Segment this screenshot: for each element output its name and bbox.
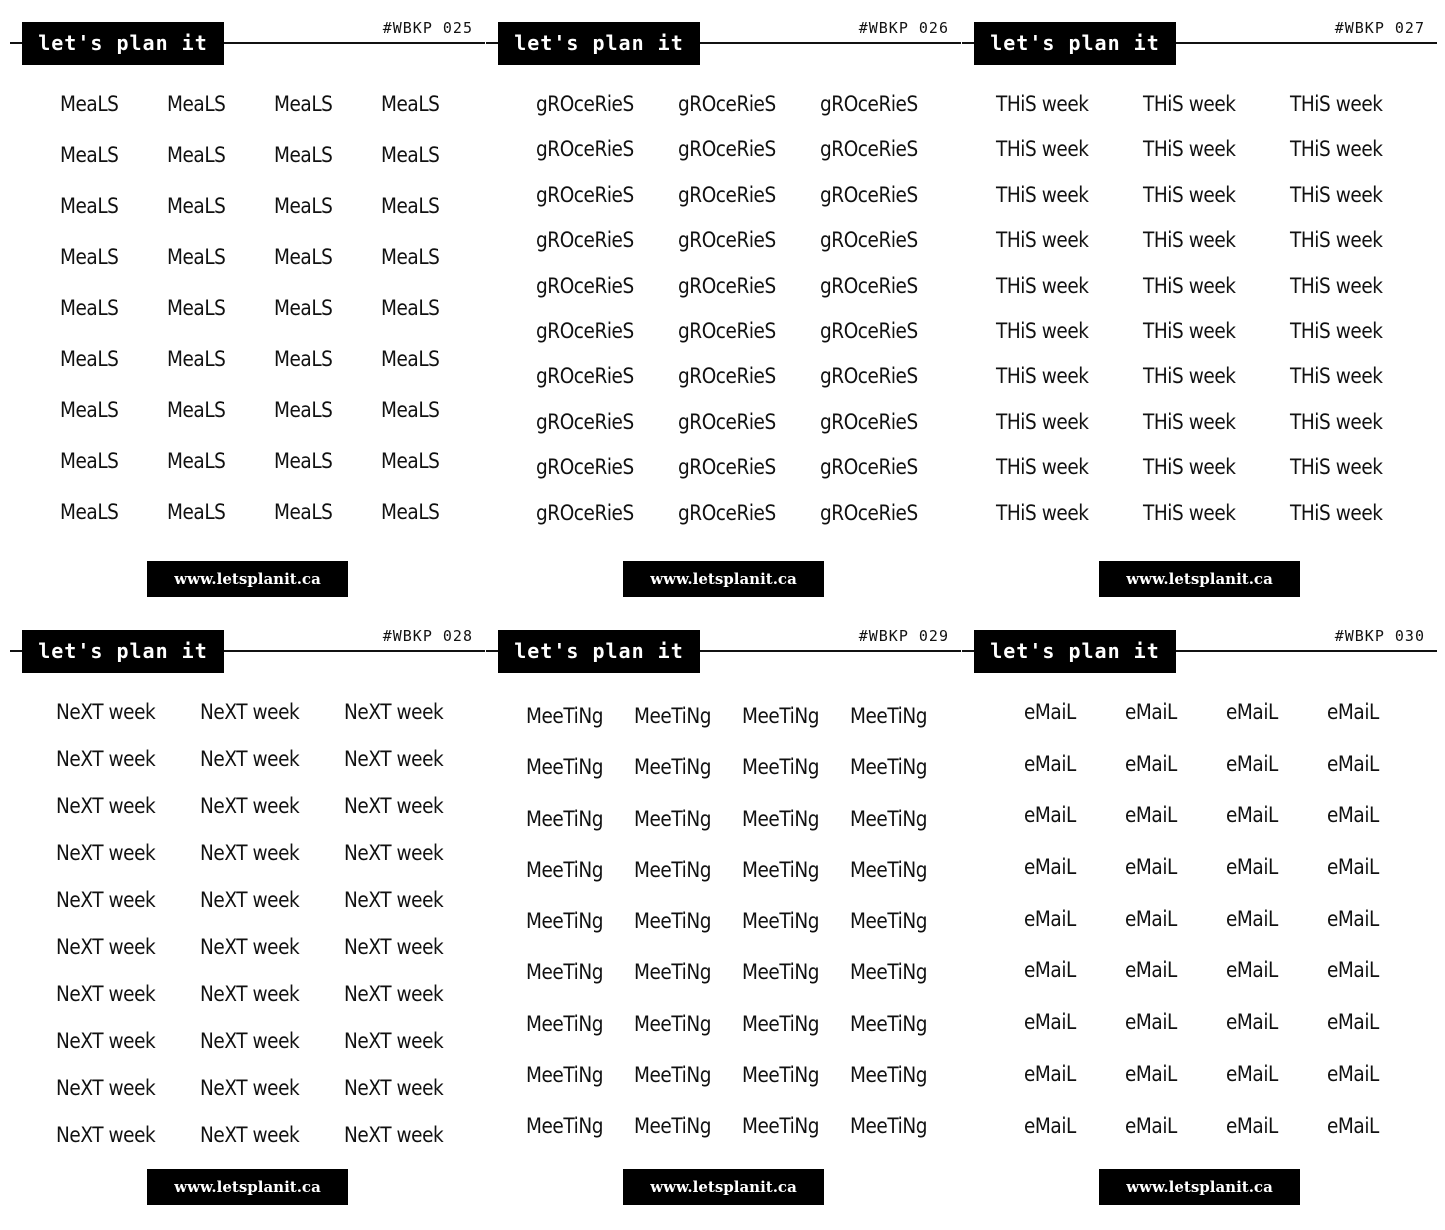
- sticker-word: MeaLS: [381, 92, 440, 116]
- sticker-word: MeeTiNg: [634, 755, 712, 780]
- sticker-word: MeeTiNg: [850, 909, 928, 934]
- sticker-word: NeXT week: [200, 888, 300, 912]
- sticker-sheet-030: [962, 608, 1437, 1208]
- sticker-word: MeeTiNg: [526, 960, 604, 985]
- sticker-word: gROceRieS: [820, 318, 918, 343]
- sticker-word: NeXT week: [344, 888, 444, 912]
- sticker-word: MeaLS: [381, 500, 440, 524]
- sticker-grid: [526, 704, 958, 1166]
- sticker-word: eMaiL: [1226, 803, 1278, 828]
- sticker-grid: [536, 92, 962, 546]
- sticker-word: MeaLS: [167, 449, 226, 473]
- sticker-word: NeXT week: [200, 841, 300, 865]
- sticker-word: NeXT week: [56, 888, 156, 912]
- sticker-word: MeaLS: [167, 296, 226, 320]
- sticker-word: eMaiL: [1125, 700, 1177, 724]
- sticker-word: eMaiL: [1327, 803, 1379, 828]
- sticker-word: MeaLS: [167, 194, 226, 218]
- sticker-word: MeeTiNg: [634, 806, 712, 831]
- sticker-word: THiS week: [1143, 409, 1236, 434]
- sticker-word: gROceRieS: [678, 137, 776, 162]
- sticker-word: MeeTiNg: [526, 909, 604, 934]
- product-code: #WBKP 029: [858, 627, 949, 645]
- product-code: #WBKP 027: [1334, 19, 1425, 37]
- sticker-word: MeeTiNg: [742, 960, 820, 985]
- sticker-word: MeaLS: [381, 194, 440, 218]
- sticker-word: MeaLS: [167, 500, 226, 524]
- sticker-word: MeeTiNg: [742, 1063, 820, 1088]
- sticker-word: gROceRieS: [678, 92, 776, 116]
- sticker-word: THiS week: [1290, 409, 1383, 434]
- sticker-word: gROceRieS: [820, 273, 918, 298]
- sticker-sheet-029: [486, 608, 961, 1208]
- sticker-word: NeXT week: [56, 841, 156, 865]
- sticker-word: gROceRieS: [678, 455, 776, 480]
- sticker-word: eMaiL: [1226, 1061, 1278, 1086]
- sticker-word: MeaLS: [60, 449, 119, 473]
- sticker-word: NeXT week: [56, 1123, 156, 1147]
- sticker-word: MeeTiNg: [850, 857, 928, 882]
- sticker-word: NeXT week: [344, 700, 444, 724]
- sticker-word: NeXT week: [200, 794, 300, 818]
- sticker-word: eMaiL: [1125, 1061, 1177, 1086]
- sticker-word: MeaLS: [274, 347, 333, 371]
- sticker-word: MeeTiNg: [850, 1114, 928, 1139]
- website-label: www.letsplanit.ca: [147, 561, 348, 597]
- sticker-word: NeXT week: [200, 1029, 300, 1053]
- sticker-word: MeaLS: [274, 245, 333, 269]
- sticker-word: MeeTiNg: [634, 960, 712, 985]
- sticker-word: MeeTiNg: [634, 1114, 712, 1139]
- sticker-word: eMaiL: [1327, 958, 1379, 983]
- sticker-word: NeXT week: [344, 1123, 444, 1147]
- sticker-word: THiS week: [1290, 92, 1383, 116]
- sticker-word: MeeTiNg: [850, 806, 928, 831]
- sticker-word: MeeTiNg: [526, 704, 604, 728]
- sticker-word: MeaLS: [381, 398, 440, 422]
- sticker-word: gROceRieS: [536, 364, 634, 389]
- sticker-word: NeXT week: [56, 935, 156, 959]
- product-code: #WBKP 026: [858, 19, 949, 37]
- sticker-word: MeaLS: [274, 92, 333, 116]
- sticker-word: MeeTiNg: [634, 704, 712, 728]
- sticker-word: THiS week: [996, 409, 1089, 434]
- sticker-word: NeXT week: [200, 935, 300, 959]
- sticker-word: NeXT week: [344, 935, 444, 959]
- sticker-word: eMaiL: [1327, 855, 1379, 880]
- sticker-word: MeeTiNg: [526, 1063, 604, 1088]
- sticker-word: NeXT week: [56, 747, 156, 771]
- sticker-word: THiS week: [1143, 182, 1236, 207]
- sticker-word: eMaiL: [1125, 1010, 1177, 1035]
- sticker-word: NeXT week: [200, 700, 300, 724]
- sticker-word: MeaLS: [60, 296, 119, 320]
- sticker-word: THiS week: [996, 364, 1089, 389]
- sticker-word: THiS week: [996, 273, 1089, 298]
- sticker-word: THiS week: [1290, 182, 1383, 207]
- sticker-word: THiS week: [1143, 318, 1236, 343]
- sticker-word: eMaiL: [1327, 1061, 1379, 1086]
- sticker-word: NeXT week: [200, 1123, 300, 1147]
- sticker-word: THiS week: [1143, 364, 1236, 389]
- sticker-sheet-028: [10, 608, 485, 1208]
- product-code: #WBKP 030: [1334, 627, 1425, 645]
- sticker-word: eMaiL: [1024, 1061, 1076, 1086]
- sticker-sheet-026: [486, 0, 961, 600]
- sticker-word: gROceRieS: [678, 228, 776, 253]
- sticker-word: MeeTiNg: [850, 704, 928, 728]
- sticker-word: MeeTiNg: [742, 806, 820, 831]
- sticker-word: MeaLS: [167, 92, 226, 116]
- sticker-word: gROceRieS: [820, 364, 918, 389]
- sticker-word: MeaLS: [167, 398, 226, 422]
- sticker-word: THiS week: [1143, 137, 1236, 162]
- sticker-grid: [60, 92, 488, 551]
- sticker-word: gROceRieS: [536, 455, 634, 480]
- sticker-word: MeeTiNg: [742, 909, 820, 934]
- sticker-word: NeXT week: [200, 1076, 300, 1100]
- sticker-word: eMaiL: [1024, 855, 1076, 880]
- sticker-word: THiS week: [1290, 228, 1383, 253]
- sticker-word: gROceRieS: [678, 500, 776, 525]
- sticker-word: NeXT week: [200, 747, 300, 771]
- sticker-word: eMaiL: [1125, 906, 1177, 931]
- sticker-word: MeaLS: [274, 194, 333, 218]
- sticker-word: NeXT week: [344, 747, 444, 771]
- sticker-word: eMaiL: [1327, 751, 1379, 776]
- sticker-grid: [1024, 700, 1428, 1165]
- sticker-word: gROceRieS: [678, 409, 776, 434]
- sticker-word: MeaLS: [274, 500, 333, 524]
- sticker-word: MeeTiNg: [634, 909, 712, 934]
- sticker-word: THiS week: [1143, 455, 1236, 480]
- sticker-word: MeaLS: [381, 296, 440, 320]
- sticker-word: gROceRieS: [678, 318, 776, 343]
- brand-label: let's plan it: [22, 630, 224, 673]
- sticker-word: gROceRieS: [536, 182, 634, 207]
- sticker-word: MeeTiNg: [850, 755, 928, 780]
- brand-label: let's plan it: [498, 22, 700, 65]
- brand-label: let's plan it: [22, 22, 224, 65]
- sticker-word: eMaiL: [1226, 855, 1278, 880]
- sticker-word: gROceRieS: [536, 92, 634, 116]
- sticker-word: gROceRieS: [678, 364, 776, 389]
- sticker-word: THiS week: [1290, 137, 1383, 162]
- sticker-word: THiS week: [1290, 455, 1383, 480]
- sticker-word: eMaiL: [1024, 803, 1076, 828]
- sticker-word: gROceRieS: [536, 137, 634, 162]
- sticker-word: gROceRieS: [820, 409, 918, 434]
- sticker-word: eMaiL: [1024, 700, 1076, 724]
- sticker-grid: [56, 700, 488, 1170]
- sticker-word: MeeTiNg: [526, 755, 604, 780]
- sticker-word: NeXT week: [56, 794, 156, 818]
- sticker-word: eMaiL: [1125, 958, 1177, 983]
- sticker-word: MeeTiNg: [742, 704, 820, 728]
- sticker-word: NeXT week: [344, 841, 444, 865]
- sticker-word: THiS week: [1290, 318, 1383, 343]
- sticker-word: THiS week: [1143, 92, 1236, 116]
- sticker-word: eMaiL: [1226, 906, 1278, 931]
- sticker-word: eMaiL: [1024, 958, 1076, 983]
- sticker-word: MeaLS: [167, 347, 226, 371]
- sticker-word: NeXT week: [344, 1029, 444, 1053]
- sticker-grid: [996, 92, 1437, 546]
- product-code: #WBKP 028: [382, 627, 473, 645]
- sticker-word: THiS week: [996, 318, 1089, 343]
- sticker-word: THiS week: [1290, 364, 1383, 389]
- sticker-word: gROceRieS: [820, 137, 918, 162]
- sticker-word: eMaiL: [1327, 1010, 1379, 1035]
- sticker-word: eMaiL: [1327, 700, 1379, 724]
- sticker-word: MeaLS: [381, 143, 440, 167]
- sticker-word: MeeTiNg: [742, 1011, 820, 1036]
- sticker-word: eMaiL: [1024, 1113, 1076, 1138]
- sticker-word: MeeTiNg: [850, 1011, 928, 1036]
- website-label: www.letsplanit.ca: [147, 1169, 348, 1205]
- sticker-word: THiS week: [996, 455, 1089, 480]
- sticker-word: gROceRieS: [536, 409, 634, 434]
- sticker-word: gROceRieS: [820, 92, 918, 116]
- sticker-word: gROceRieS: [678, 182, 776, 207]
- sticker-word: MeaLS: [167, 245, 226, 269]
- sticker-word: THiS week: [1290, 500, 1383, 525]
- sticker-word: eMaiL: [1327, 906, 1379, 931]
- sticker-word: eMaiL: [1327, 1113, 1379, 1138]
- brand-label: let's plan it: [498, 630, 700, 673]
- sticker-word: THiS week: [1290, 273, 1383, 298]
- sticker-word: MeaLS: [60, 245, 119, 269]
- sticker-word: THiS week: [996, 228, 1089, 253]
- sticker-word: MeaLS: [381, 245, 440, 269]
- sticker-word: eMaiL: [1226, 958, 1278, 983]
- sticker-word: eMaiL: [1226, 700, 1278, 724]
- sticker-word: MeeTiNg: [526, 1011, 604, 1036]
- sticker-word: MeaLS: [167, 143, 226, 167]
- sticker-word: MeeTiNg: [850, 1063, 928, 1088]
- sticker-word: NeXT week: [56, 1029, 156, 1053]
- sticker-word: eMaiL: [1024, 751, 1076, 776]
- sticker-word: MeeTiNg: [526, 806, 604, 831]
- sticker-word: eMaiL: [1125, 803, 1177, 828]
- sticker-word: MeaLS: [60, 398, 119, 422]
- sticker-word: THiS week: [1143, 228, 1236, 253]
- sticker-word: THiS week: [996, 137, 1089, 162]
- sticker-word: MeeTiNg: [742, 1114, 820, 1139]
- sticker-word: THiS week: [996, 92, 1089, 116]
- sticker-sheet-027: [962, 0, 1437, 600]
- brand-label: let's plan it: [974, 22, 1176, 65]
- sticker-word: eMaiL: [1125, 855, 1177, 880]
- sticker-word: MeaLS: [60, 143, 119, 167]
- sticker-word: gROceRieS: [536, 273, 634, 298]
- sticker-word: MeaLS: [60, 92, 119, 116]
- sticker-word: THiS week: [996, 500, 1089, 525]
- sticker-word: eMaiL: [1024, 1010, 1076, 1035]
- sticker-word: THiS week: [1143, 500, 1236, 525]
- sticker-word: MeeTiNg: [850, 960, 928, 985]
- sticker-word: eMaiL: [1226, 1010, 1278, 1035]
- sticker-word: MeaLS: [274, 143, 333, 167]
- website-label: www.letsplanit.ca: [1099, 561, 1300, 597]
- product-code: #WBKP 025: [382, 19, 473, 37]
- sticker-word: gROceRieS: [820, 182, 918, 207]
- sticker-word: NeXT week: [344, 1076, 444, 1100]
- sticker-word: gROceRieS: [820, 455, 918, 480]
- sticker-word: THiS week: [996, 182, 1089, 207]
- sticker-word: NeXT week: [56, 982, 156, 1006]
- sticker-word: NeXT week: [56, 1076, 156, 1100]
- sticker-sheet-025: [10, 0, 485, 600]
- sticker-word: MeeTiNg: [526, 1114, 604, 1139]
- sticker-word: MeaLS: [60, 194, 119, 218]
- sticker-word: MeaLS: [381, 449, 440, 473]
- sticker-word: NeXT week: [344, 982, 444, 1006]
- sticker-word: MeaLS: [274, 398, 333, 422]
- sticker-word: gROceRieS: [678, 273, 776, 298]
- sticker-word: NeXT week: [56, 700, 156, 724]
- website-label: www.letsplanit.ca: [623, 561, 824, 597]
- sticker-word: MeeTiNg: [526, 857, 604, 882]
- sticker-word: eMaiL: [1226, 1113, 1278, 1138]
- sticker-word: MeaLS: [60, 347, 119, 371]
- website-label: www.letsplanit.ca: [1099, 1169, 1300, 1205]
- sticker-word: MeeTiNg: [742, 755, 820, 780]
- sticker-word: eMaiL: [1226, 751, 1278, 776]
- sticker-word: MeaLS: [381, 347, 440, 371]
- sticker-word: eMaiL: [1125, 1113, 1177, 1138]
- sticker-word: NeXT week: [344, 794, 444, 818]
- sticker-word: MeaLS: [274, 296, 333, 320]
- sticker-word: MeaLS: [60, 500, 119, 524]
- sticker-word: MeeTiNg: [742, 857, 820, 882]
- sticker-word: gROceRieS: [820, 228, 918, 253]
- sticker-word: MeaLS: [274, 449, 333, 473]
- brand-label: let's plan it: [974, 630, 1176, 673]
- sticker-word: gROceRieS: [820, 500, 918, 525]
- sticker-word: gROceRieS: [536, 318, 634, 343]
- sticker-word: NeXT week: [200, 982, 300, 1006]
- website-label: www.letsplanit.ca: [623, 1169, 824, 1205]
- sticker-word: MeeTiNg: [634, 857, 712, 882]
- sticker-word: eMaiL: [1024, 906, 1076, 931]
- sticker-word: eMaiL: [1125, 751, 1177, 776]
- sticker-word: MeeTiNg: [634, 1011, 712, 1036]
- sticker-word: gROceRieS: [536, 500, 634, 525]
- sticker-word: MeeTiNg: [634, 1063, 712, 1088]
- sticker-word: gROceRieS: [536, 228, 634, 253]
- sticker-word: THiS week: [1143, 273, 1236, 298]
